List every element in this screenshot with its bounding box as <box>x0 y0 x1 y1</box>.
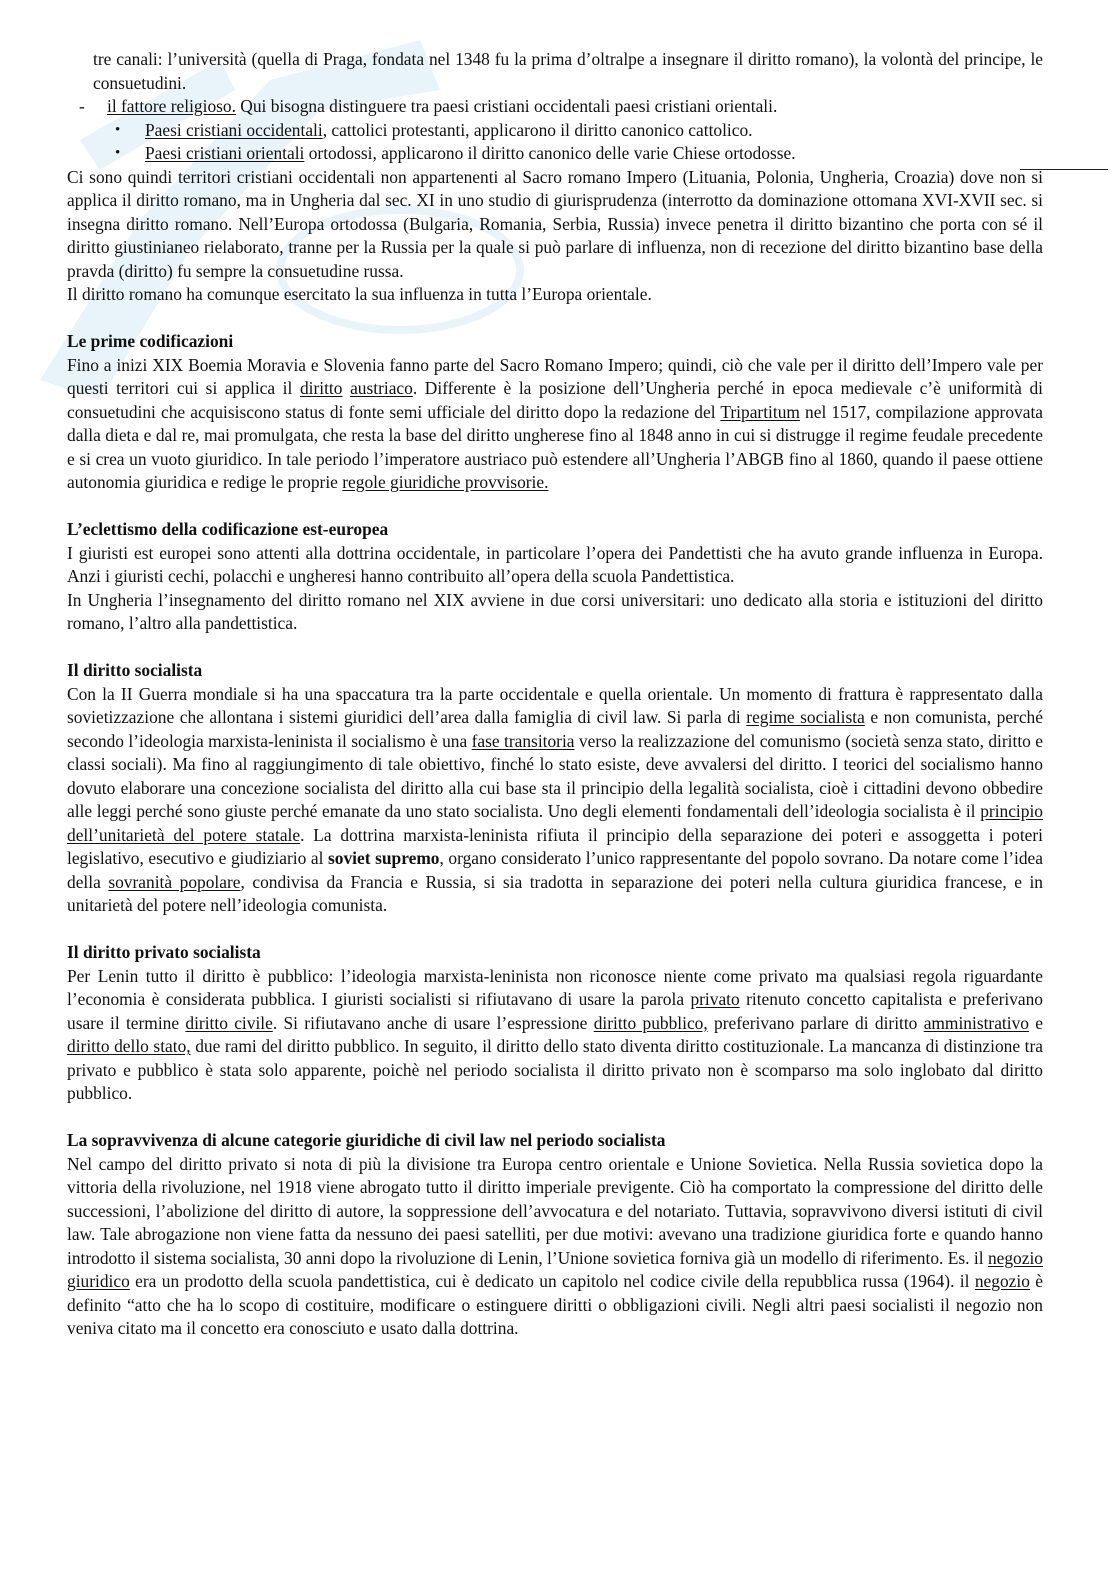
religious-factor-link: il fattore religioso. <box>107 96 236 116</box>
paragraph-territories: Ci sono quindi territori cristiani occidentali non appartenenti al Sacro romano Impero (Lituania, Polonia, Ungheria, Croazia) dove non si applica il diritto romano, ma in Ungheria dal sec. XI in uno studio di giurisprudenza (interrotto da dominazione ottomana XVI-XVII sec. si insegna diritto romano. Nell’Europa ortodossa (Bulgaria, Romania, Serbia, Russia) invece penetra il diritto bizantino che porta con sé il diritto giustinianeo rielaborato, tranne per la Russia per la quale si può parlare di influenza, non di recezione del diritto bizantino base della pravda (diritto) fu sempre la consuetudine russa. <box>67 166 1043 281</box>
paragraph-roman-influence: Il diritto romano ha comunque esercitato la sua influenza in tutta l’Europa orientale. <box>67 284 652 304</box>
list-item-western: • Paesi cristiani occidentali, cattolici protestanti, applicarono il diritto canonico cattolico. <box>67 119 1043 143</box>
paragraph-eclecticism-2: In Ungheria l’insegnamento del diritto romano nel XIX avviene in due corsi universitari: uno dedicato alla storia e istituzioni del diritto romano, l’altro alla pandettistica. <box>67 589 1043 633</box>
document-page <box>67 48 1043 1341</box>
paragraph-socialist-private-law: Per Lenin tutto il diritto è pubblico: l’ideologia marxista-leninista non riconosce niente come privato ma qualsiasi regola riguardante l’economia è considerata pubblica. I giuristi socialisti si rifiutavano di usare la parola privato ritenuto concetto capitalista e preferivano usare il termine diritto civile. Si rifiutavano anche di usare l’espressione diritto pubblico, preferivano parlare di diritto amministrativo e diritto dello stato, due rami del diritto pubblico. In seguito, il diritto dello stato diventa diritto costituzionale. La mancanza di distinzione tra privato e pubblico è stata solo apparente, poichè nel periodo socialista il diritto privato non è scomparso ma solo inglobato dal diritto pubblico. <box>67 965 1044 1103</box>
heading-first-codifications: Le prime codificazioni <box>67 331 234 351</box>
intro-continuation: tre canali: l’università (quella di Praga, fondata nel 1348 fu la prima d’oltralpe a insegnare il diritto romano), la volontà del principe, le consuetudini. <box>93 49 1043 93</box>
bullet-marker: • <box>115 145 121 161</box>
heading-socialist-private-law: Il diritto privato socialista <box>67 942 261 962</box>
heading-civil-law-survival: La sopravvivenza di alcune categorie giuridiche di civil law nel periodo socialista <box>67 1130 666 1150</box>
heading-eclecticism: L’eclettismo della codificazione est-europea <box>67 519 389 539</box>
paragraph-civil-law-survival: Nel campo del diritto privato si nota di più la divisione tra Europa centro orientale e Unione Sovietica. Nella Russia sovietica dopo la vittoria della rivoluzione, nel 1918 viene abrogato tutto il diritto imperiale previgente. Ciò ha comportato la compressione del diritto delle successioni, l’abolizione del diritto di autore, la soppressione dell’avvocatura e del notariato. Tuttavia, sopravvivono diversi istituti di civil law. Tale abrogazione non viene fatta da nessuno dei paesi satelliti, per due motivi: avevano una tradizione giuridica forte e quando hanno introdotto il sistema socialista, 30 anni dopo la rivoluzione di Lenin, l’Unione sovietica forniva già un modello di riferimento. Es. il negozio giuridico era un prodotto della scuola pandettistica, cui è dedicato un capitolo nel codice civile della repubblica russa (1964). il negozio è definito “atto che ha lo scopo di costituire, modificare o estinguere diritti o obbligazioni civili. Negli altri paesi socialisti il negozio non veniva citato ma il concetto era conosciuto e usato dalla dottrina. <box>67 1153 1043 1338</box>
list-item-religious-factor: - il fattore religioso. Qui bisogna distinguere tra paesi cristiani occidentali paesi cristiani orientali. <box>67 95 1043 119</box>
paragraph-eclecticism-1: I giuristi est europei sono attenti alla dottrina occidentale, in particolare l’opera dei Pandettisti che ha avuto grande influenza in Europa. Anzi i giuristi cechi, polacchi e ungheresi hanno contribuito all’opera della scuola Pandettistica. <box>67 542 1043 586</box>
paragraph-first-codifications: Fino a inizi XIX Boemia Moravia e Slovenia fanno parte del Sacro Romano Impero; quindi, ciò che vale per il diritto dell’Impero vale per questi territori cui si applica il diritto austriaco. Differente è la posizione dell’Ungheria perché in epoca medievale c’è uniformità di consuetudini che acquisiscono status di fonte semi ufficiale del diritto dopo la redazione del Tripartitum nel 1517, compilazione approvata dalla dieta e dal re, mai promulgata, che resta la base del diritto ungherese fino al 1848 anno in cui si distrugge il regime feudale precedente e si crea un vuoto giuridico. In tale periodo l’imperatore austriaco può estendere all’Ungheria l’ABGB fino al 1860, quando il paese ottiene autonomia giuridica e redige le proprie regole giuridiche provvisorie. <box>67 354 1043 492</box>
list-item-eastern: • Paesi cristiani orientali ortodossi, applicarono il diritto canonico delle varie Chiese ortodosse. <box>67 142 1043 166</box>
bullet-marker: • <box>115 121 121 138</box>
paragraph-socialist-law: Con la II Guerra mondiale si ha una spaccatura tra la parte occidentale e quella orientale. Un momento di frattura è rappresentato dalla sovietizzazione che allontana i sistemi giuridici dell’area dalla famiglia di civil law. Si parla di regime socialista e non comunista, perché secondo l’ideologia marxista-leninista il socialismo è una fase transitoria verso la realizzazione del comunismo (società senza stato, diritto e classi sociali). Ma fino al raggiungimento di tale obiettivo, finché lo stato esiste, deve avvalersi del diritto. I teorici del socialismo hanno dovuto elaborare una concezione socialista del diritto alla cui base sta il principio della legalità socialista, cioè i cittadini devono obbedire alle leggi perché sono giuste perché emanate da uno stato socialista. Uno degli elementi fondamentali dell’ideologia socialista è il principio dell’unitarietà del potere statale. La dottrina marxista-leninista rifiuta il principio della separazione dei poteri e assoggetta i poteri legislativo, esecutivo e giudiziario al soviet supremo, organo considerato l’unico rappresentante del popolo sovrano. Da notare come l’idea della sovranità popolare, condivisa da Francia e Russia, si sia tradotta in separazione dei poteri nella cultura giuridica francese, e in unitarietà del potere nell’ideologia comunista. <box>67 683 1044 915</box>
dash-marker: - <box>79 96 85 116</box>
heading-socialist-law: Il diritto socialista <box>67 660 203 680</box>
